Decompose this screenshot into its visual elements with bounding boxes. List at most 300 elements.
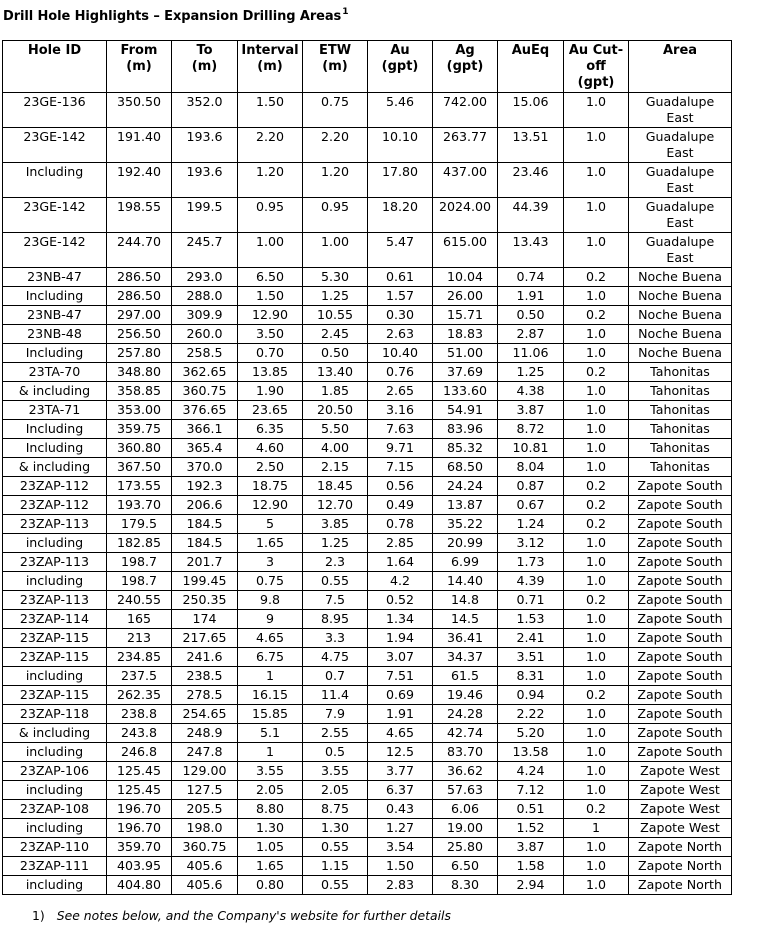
footnote-number: 1) xyxy=(32,908,45,923)
cell-ag: 14.8 xyxy=(433,591,498,610)
cell-interval: 6.75 xyxy=(238,648,303,667)
cell-au-cutoff: 0.2 xyxy=(564,477,629,496)
cell-ag: 61.5 xyxy=(433,667,498,686)
cell-hole-id: 23GE-136 xyxy=(3,93,107,128)
cell-etw: 0.55 xyxy=(303,572,368,591)
table-row xyxy=(3,838,732,857)
cell-from: 196.70 xyxy=(107,819,172,838)
header-line: AuEq xyxy=(511,43,550,58)
cell-aueq: 13.51 xyxy=(498,128,564,163)
cell-interval: 4.65 xyxy=(238,629,303,648)
cell-hole-id: 23NB-48 xyxy=(3,325,107,344)
column-header-au-cutoff xyxy=(564,41,629,93)
cell-etw: 4.00 xyxy=(303,439,368,458)
cell-from: 244.70 xyxy=(107,233,172,268)
table-row xyxy=(3,163,732,198)
cell-from: 198.7 xyxy=(107,553,172,572)
cell-area: Zapote South xyxy=(629,686,732,705)
cell-etw: 4.75 xyxy=(303,648,368,667)
cell-hole-id: 23ZAP-110 xyxy=(3,838,107,857)
cell-etw: 7.5 xyxy=(303,591,368,610)
cell-area: Zapote North xyxy=(629,857,732,876)
cell-aueq: 11.06 xyxy=(498,344,564,363)
cell-etw: 1.25 xyxy=(303,534,368,553)
cell-au-cutoff: 1.0 xyxy=(564,553,629,572)
cell-ag: 36.41 xyxy=(433,629,498,648)
column-header-to xyxy=(172,41,238,93)
cell-au-cutoff: 0.2 xyxy=(564,686,629,705)
table-row xyxy=(3,705,732,724)
cell-to: 288.0 xyxy=(172,287,238,306)
cell-to: 205.5 xyxy=(172,800,238,819)
cell-from: 213 xyxy=(107,629,172,648)
cell-aueq: 0.51 xyxy=(498,800,564,819)
table-row xyxy=(3,515,732,534)
cell-hole-id: including xyxy=(3,819,107,838)
cell-hole-id: Including xyxy=(3,287,107,306)
cell-area: Zapote South xyxy=(629,496,732,515)
footnote-text: See notes below, and the Company's website for further details xyxy=(56,908,451,923)
cell-hole-id: including xyxy=(3,743,107,762)
table-row xyxy=(3,762,732,781)
cell-au: 0.56 xyxy=(368,477,433,496)
cell-etw: 0.95 xyxy=(303,198,368,233)
cell-area: Zapote South xyxy=(629,648,732,667)
cell-aueq: 4.39 xyxy=(498,572,564,591)
table-row xyxy=(3,686,732,705)
cell-etw: 0.75 xyxy=(303,93,368,128)
cell-au-cutoff: 1.0 xyxy=(564,648,629,667)
table-row xyxy=(3,287,732,306)
cell-hole-id: Including xyxy=(3,163,107,198)
cell-from: 246.8 xyxy=(107,743,172,762)
cell-etw: 12.70 xyxy=(303,496,368,515)
cell-area: Zapote South xyxy=(629,610,732,629)
table-row xyxy=(3,420,732,439)
cell-from: 403.95 xyxy=(107,857,172,876)
table-row xyxy=(3,198,732,233)
cell-from: 297.00 xyxy=(107,306,172,325)
cell-aueq: 1.58 xyxy=(498,857,564,876)
cell-aueq: 0.50 xyxy=(498,306,564,325)
cell-au: 2.85 xyxy=(368,534,433,553)
header-row xyxy=(3,41,732,93)
cell-from: 286.50 xyxy=(107,268,172,287)
table-row xyxy=(3,268,732,287)
cell-hole-id: Including xyxy=(3,420,107,439)
cell-ag: 8.30 xyxy=(433,876,498,895)
cell-etw: 7.9 xyxy=(303,705,368,724)
cell-au: 0.61 xyxy=(368,268,433,287)
cell-ag: 85.32 xyxy=(433,439,498,458)
cell-au: 0.43 xyxy=(368,800,433,819)
cell-ag: 133.60 xyxy=(433,382,498,401)
cell-aueq: 1.91 xyxy=(498,287,564,306)
cell-au: 4.65 xyxy=(368,724,433,743)
cell-ag: 83.70 xyxy=(433,743,498,762)
cell-interval: 0.70 xyxy=(238,344,303,363)
cell-from: 198.7 xyxy=(107,572,172,591)
cell-to: 260.0 xyxy=(172,325,238,344)
cell-interval: 1.65 xyxy=(238,857,303,876)
cell-hole-id: including xyxy=(3,781,107,800)
cell-aueq: 4.24 xyxy=(498,762,564,781)
cell-area: Guadalupe East xyxy=(629,198,732,233)
cell-aueq: 3.87 xyxy=(498,401,564,420)
cell-hole-id: 23GE-142 xyxy=(3,233,107,268)
cell-aueq: 3.87 xyxy=(498,838,564,857)
cell-from: 358.85 xyxy=(107,382,172,401)
cell-au: 4.2 xyxy=(368,572,433,591)
cell-from: 350.50 xyxy=(107,93,172,128)
cell-au: 10.10 xyxy=(368,128,433,163)
cell-from: 257.80 xyxy=(107,344,172,363)
cell-to: 405.6 xyxy=(172,876,238,895)
cell-au-cutoff: 1 xyxy=(564,819,629,838)
drill-hole-table xyxy=(2,40,732,895)
cell-au: 2.83 xyxy=(368,876,433,895)
cell-interval: 3 xyxy=(238,553,303,572)
cell-area: Guadalupe East xyxy=(629,93,732,128)
cell-from: 367.50 xyxy=(107,458,172,477)
table-row xyxy=(3,591,732,610)
cell-etw: 1.85 xyxy=(303,382,368,401)
cell-interval: 5.1 xyxy=(238,724,303,743)
cell-au-cutoff: 1.0 xyxy=(564,287,629,306)
cell-to: 360.75 xyxy=(172,838,238,857)
header-line: (m) xyxy=(322,59,348,74)
table-row xyxy=(3,553,732,572)
cell-to: 362.65 xyxy=(172,363,238,382)
cell-from: 191.40 xyxy=(107,128,172,163)
cell-from: 173.55 xyxy=(107,477,172,496)
cell-from: 353.00 xyxy=(107,401,172,420)
cell-hole-id: 23ZAP-118 xyxy=(3,705,107,724)
cell-au-cutoff: 1.0 xyxy=(564,705,629,724)
cell-ag: 15.71 xyxy=(433,306,498,325)
cell-etw: 0.50 xyxy=(303,344,368,363)
cell-ag: 42.74 xyxy=(433,724,498,743)
cell-from: 198.55 xyxy=(107,198,172,233)
cell-ag: 37.69 xyxy=(433,363,498,382)
cell-aueq: 2.94 xyxy=(498,876,564,895)
cell-etw: 2.05 xyxy=(303,781,368,800)
cell-hole-id: & including xyxy=(3,458,107,477)
cell-from: 125.45 xyxy=(107,781,172,800)
cell-etw: 0.55 xyxy=(303,838,368,857)
cell-au-cutoff: 0.2 xyxy=(564,268,629,287)
cell-ag: 14.40 xyxy=(433,572,498,591)
cell-au: 7.63 xyxy=(368,420,433,439)
cell-hole-id: including xyxy=(3,667,107,686)
cell-area: Zapote South xyxy=(629,591,732,610)
cell-to: 206.6 xyxy=(172,496,238,515)
table-row xyxy=(3,724,732,743)
cell-from: 359.70 xyxy=(107,838,172,857)
cell-area: Zapote West xyxy=(629,800,732,819)
cell-from: 359.75 xyxy=(107,420,172,439)
cell-from: 240.55 xyxy=(107,591,172,610)
cell-au-cutoff: 1.0 xyxy=(564,344,629,363)
cell-interval: 0.75 xyxy=(238,572,303,591)
cell-interval: 2.50 xyxy=(238,458,303,477)
cell-hole-id: Including xyxy=(3,344,107,363)
cell-interval: 1.90 xyxy=(238,382,303,401)
cell-to: 370.0 xyxy=(172,458,238,477)
cell-to: 247.8 xyxy=(172,743,238,762)
cell-hole-id: 23ZAP-115 xyxy=(3,629,107,648)
cell-etw: 3.85 xyxy=(303,515,368,534)
header-line: Area xyxy=(662,43,698,58)
cell-to: 238.5 xyxy=(172,667,238,686)
cell-aueq: 1.52 xyxy=(498,819,564,838)
cell-au: 2.65 xyxy=(368,382,433,401)
cell-interval: 16.15 xyxy=(238,686,303,705)
table-row xyxy=(3,93,732,128)
cell-interval: 8.80 xyxy=(238,800,303,819)
cell-hole-id: 23NB-47 xyxy=(3,306,107,325)
table-row xyxy=(3,572,732,591)
cell-au-cutoff: 1.0 xyxy=(564,420,629,439)
cell-au: 0.49 xyxy=(368,496,433,515)
cell-area: Zapote West xyxy=(629,819,732,838)
cell-au: 10.40 xyxy=(368,344,433,363)
table-row xyxy=(3,458,732,477)
cell-au-cutoff: 1.0 xyxy=(564,762,629,781)
cell-au-cutoff: 1.0 xyxy=(564,857,629,876)
cell-to: 278.5 xyxy=(172,686,238,705)
cell-area: Zapote South xyxy=(629,553,732,572)
cell-ag: 263.77 xyxy=(433,128,498,163)
cell-hole-id: 23ZAP-112 xyxy=(3,496,107,515)
cell-au: 1.91 xyxy=(368,705,433,724)
cell-interval: 0.95 xyxy=(238,198,303,233)
cell-interval: 15.85 xyxy=(238,705,303,724)
cell-from: 196.70 xyxy=(107,800,172,819)
cell-au-cutoff: 1.0 xyxy=(564,382,629,401)
cell-etw: 2.55 xyxy=(303,724,368,743)
cell-au-cutoff: 1.0 xyxy=(564,724,629,743)
cell-etw: 0.7 xyxy=(303,667,368,686)
cell-au-cutoff: 1.0 xyxy=(564,838,629,857)
cell-area: Guadalupe East xyxy=(629,233,732,268)
cell-ag: 54.91 xyxy=(433,401,498,420)
cell-interval: 23.65 xyxy=(238,401,303,420)
cell-ag: 83.96 xyxy=(433,420,498,439)
cell-area: Tahonitas xyxy=(629,458,732,477)
cell-au-cutoff: 1.0 xyxy=(564,629,629,648)
cell-area: Zapote South xyxy=(629,705,732,724)
cell-aueq: 8.04 xyxy=(498,458,564,477)
cell-au: 0.30 xyxy=(368,306,433,325)
cell-to: 198.0 xyxy=(172,819,238,838)
table-row xyxy=(3,648,732,667)
cell-from: 262.35 xyxy=(107,686,172,705)
header-line: Au xyxy=(390,43,410,58)
cell-from: 243.8 xyxy=(107,724,172,743)
cell-area: Zapote South xyxy=(629,724,732,743)
cell-aueq: 13.43 xyxy=(498,233,564,268)
cell-area: Zapote South xyxy=(629,629,732,648)
table-row xyxy=(3,610,732,629)
cell-aueq: 2.41 xyxy=(498,629,564,648)
cell-to: 199.45 xyxy=(172,572,238,591)
cell-area: Zapote West xyxy=(629,781,732,800)
table-row xyxy=(3,743,732,762)
cell-area: Zapote North xyxy=(629,838,732,857)
header-line: (gpt) xyxy=(381,59,419,74)
cell-hole-id: 23TA-71 xyxy=(3,401,107,420)
cell-etw: 10.55 xyxy=(303,306,368,325)
cell-ag: 26.00 xyxy=(433,287,498,306)
cell-aueq: 8.72 xyxy=(498,420,564,439)
cell-to: 192.3 xyxy=(172,477,238,496)
cell-ag: 68.50 xyxy=(433,458,498,477)
table-row xyxy=(3,534,732,553)
column-header-etw xyxy=(303,41,368,93)
cell-au: 1.64 xyxy=(368,553,433,572)
header-line: Ag xyxy=(455,43,475,58)
cell-etw: 11.4 xyxy=(303,686,368,705)
cell-au-cutoff: 1.0 xyxy=(564,401,629,420)
cell-aueq: 13.58 xyxy=(498,743,564,762)
cell-au-cutoff: 1.0 xyxy=(564,233,629,268)
cell-from: 234.85 xyxy=(107,648,172,667)
cell-to: 193.6 xyxy=(172,163,238,198)
cell-area: Tahonitas xyxy=(629,363,732,382)
cell-interval: 4.60 xyxy=(238,439,303,458)
cell-to: 241.6 xyxy=(172,648,238,667)
cell-au: 3.77 xyxy=(368,762,433,781)
cell-interval: 13.85 xyxy=(238,363,303,382)
header-line: (gpt) xyxy=(577,75,615,90)
cell-from: 286.50 xyxy=(107,287,172,306)
cell-au-cutoff: 1.0 xyxy=(564,781,629,800)
cell-etw: 5.30 xyxy=(303,268,368,287)
cell-area: Noche Buena xyxy=(629,344,732,363)
table-body xyxy=(3,93,732,895)
cell-area: Zapote West xyxy=(629,762,732,781)
cell-to: 184.5 xyxy=(172,515,238,534)
cell-ag: 13.87 xyxy=(433,496,498,515)
cell-area: Zapote South xyxy=(629,667,732,686)
cell-to: 258.5 xyxy=(172,344,238,363)
cell-aueq: 5.20 xyxy=(498,724,564,743)
header-line: From xyxy=(120,43,158,58)
header-line: (gpt) xyxy=(446,59,484,74)
cell-ag: 25.80 xyxy=(433,838,498,857)
cell-to: 193.6 xyxy=(172,128,238,163)
cell-to: 184.5 xyxy=(172,534,238,553)
cell-hole-id: 23ZAP-113 xyxy=(3,591,107,610)
cell-au: 12.5 xyxy=(368,743,433,762)
cell-ag: 742.00 xyxy=(433,93,498,128)
cell-interval: 1.05 xyxy=(238,838,303,857)
table-row xyxy=(3,325,732,344)
cell-ag: 57.63 xyxy=(433,781,498,800)
cell-etw: 1.15 xyxy=(303,857,368,876)
cell-au-cutoff: 0.2 xyxy=(564,515,629,534)
table-row xyxy=(3,629,732,648)
cell-au-cutoff: 1.0 xyxy=(564,743,629,762)
cell-au-cutoff: 1.0 xyxy=(564,325,629,344)
cell-ag: 51.00 xyxy=(433,344,498,363)
cell-ag: 6.99 xyxy=(433,553,498,572)
cell-interval: 1.50 xyxy=(238,287,303,306)
cell-au: 1.57 xyxy=(368,287,433,306)
cell-hole-id: 23ZAP-115 xyxy=(3,686,107,705)
cell-area: Guadalupe East xyxy=(629,163,732,198)
cell-to: 201.7 xyxy=(172,553,238,572)
cell-interval: 1 xyxy=(238,743,303,762)
cell-from: 256.50 xyxy=(107,325,172,344)
cell-hole-id: 23ZAP-113 xyxy=(3,515,107,534)
cell-area: Zapote South xyxy=(629,572,732,591)
cell-hole-id: including xyxy=(3,876,107,895)
cell-from: 348.80 xyxy=(107,363,172,382)
header-line: Au Cut- xyxy=(568,43,624,58)
column-header-au xyxy=(368,41,433,93)
cell-from: 165 xyxy=(107,610,172,629)
cell-interval: 3.50 xyxy=(238,325,303,344)
cell-etw: 2.15 xyxy=(303,458,368,477)
cell-au-cutoff: 1.0 xyxy=(564,163,629,198)
cell-au: 3.54 xyxy=(368,838,433,857)
cell-au: 1.27 xyxy=(368,819,433,838)
cell-etw: 8.75 xyxy=(303,800,368,819)
cell-aueq: 4.38 xyxy=(498,382,564,401)
cell-interval: 2.20 xyxy=(238,128,303,163)
column-header-aueq xyxy=(498,41,564,93)
cell-etw: 1.00 xyxy=(303,233,368,268)
cell-etw: 18.45 xyxy=(303,477,368,496)
column-header-area xyxy=(629,41,732,93)
cell-to: 352.0 xyxy=(172,93,238,128)
cell-ag: 19.00 xyxy=(433,819,498,838)
cell-etw: 3.3 xyxy=(303,629,368,648)
cell-interval: 3.55 xyxy=(238,762,303,781)
cell-au: 17.80 xyxy=(368,163,433,198)
cell-to: 250.35 xyxy=(172,591,238,610)
cell-au: 2.63 xyxy=(368,325,433,344)
table-row xyxy=(3,876,732,895)
cell-au-cutoff: 0.2 xyxy=(564,800,629,819)
cell-interval: 5 xyxy=(238,515,303,534)
cell-area: Zapote South xyxy=(629,534,732,553)
table-row xyxy=(3,781,732,800)
cell-au: 1.94 xyxy=(368,629,433,648)
cell-interval: 0.80 xyxy=(238,876,303,895)
cell-aueq: 2.22 xyxy=(498,705,564,724)
footnote xyxy=(32,908,451,923)
cell-etw: 2.3 xyxy=(303,553,368,572)
cell-from: 237.5 xyxy=(107,667,172,686)
cell-etw: 2.20 xyxy=(303,128,368,163)
cell-to: 405.6 xyxy=(172,857,238,876)
column-header-ag xyxy=(433,41,498,93)
cell-ag: 24.24 xyxy=(433,477,498,496)
cell-aueq: 1.73 xyxy=(498,553,564,572)
cell-area: Zapote South xyxy=(629,477,732,496)
cell-ag: 6.06 xyxy=(433,800,498,819)
table-row xyxy=(3,477,732,496)
header-line: (m) xyxy=(191,59,218,74)
cell-to: 366.1 xyxy=(172,420,238,439)
cell-ag: 24.28 xyxy=(433,705,498,724)
cell-au-cutoff: 1.0 xyxy=(564,458,629,477)
cell-from: 360.80 xyxy=(107,439,172,458)
cell-to: 245.7 xyxy=(172,233,238,268)
